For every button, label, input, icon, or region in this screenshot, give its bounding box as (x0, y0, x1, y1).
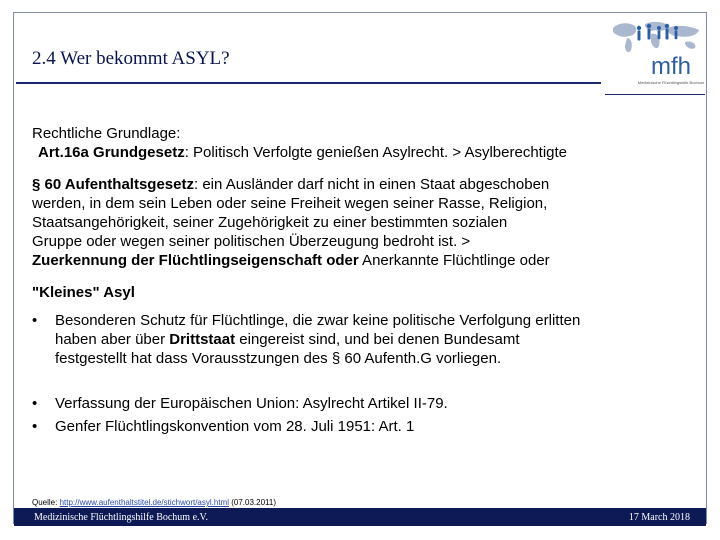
list-item (32, 311, 702, 368)
mfh-logo (605, 14, 705, 90)
bullet-icon: • (32, 312, 38, 329)
kleines-asyl-heading: "Kleines" Asyl (32, 284, 135, 301)
footer-organization: Medizinische Flüchtlingshilfe Bochum e.V. (34, 512, 208, 523)
slide-content (32, 124, 702, 436)
legal-basis-colon: : (176, 125, 181, 142)
footer-date: 17 March 2018 (628, 512, 690, 523)
section-heading-legal-basis (32, 124, 702, 143)
bullet3-text: Genfer Flüchtlingskonvention vom 28. Juli 1951: Art. 1 (55, 418, 415, 435)
source-citation (32, 498, 276, 507)
aufenthaltsgesetz-text-3: Staatsangehörigkeit, seiner Zugehörigkeit zu einer bestimmten sozialen (32, 214, 508, 231)
legal-basis-label: Rechtliche Grundlage (32, 125, 177, 142)
bullet2-text: Verfassung der Europäischen Union: Asylrecht Artikel II-79. (55, 395, 448, 412)
bullet1-line2-pre: haben aber über (55, 331, 170, 348)
aufenthaltsgesetz-text-2: werden, in dem sein Leben oder seine Freiheit wegen seiner Rasse, Religion, (32, 195, 548, 212)
title-underline (16, 82, 601, 84)
slide-title: 2.4 Wer bekommt ASYL? (32, 48, 230, 69)
source-date: (07.03.2011) (228, 498, 276, 507)
logo-subtitle: Medizinische Flüchtlingshilfe Bochum (637, 80, 705, 85)
refugee-status-label: Zuerkennung der Flüchtlingseigenschaft oder (32, 252, 359, 269)
logo-underline (605, 94, 705, 95)
bullet-icon: • (32, 418, 38, 435)
bullet1-line2-post: eingereist sind, und bei denen Bundesamt (235, 331, 520, 348)
source-link[interactable]: http://www.aufenthaltstitel.de/stichwort/asyl.html (59, 498, 229, 507)
aufenthaltsgesetz-label: § 60 Aufenthaltsgesetz (32, 176, 194, 193)
grundgesetz-label: Art.16a Grundgesetz (38, 144, 185, 161)
list-item (32, 394, 702, 413)
logo-text: mfh (650, 53, 692, 80)
bullet1-line1: Besonderen Schutz für Flüchtlinge, die zwar keine politische Verfolgung erlitten (55, 312, 581, 329)
bullet1-line3: festgestellt hat dass Vorausstzungen des § 60 Aufenth.G vorliegen. (55, 350, 502, 367)
aufenthaltsgesetz-paragraph (32, 175, 702, 270)
aufenthaltsgesetz-text-1: : ein Ausländer darf nicht in einen Staat abgeschoben (194, 176, 550, 193)
world-map-icon (613, 22, 699, 52)
recognized-refugees-text: Anerkannte Flüchtlinge oder (358, 252, 550, 269)
drittstaat-label: Drittstaat (169, 331, 236, 348)
list-item (32, 417, 702, 436)
source-label: Quelle: (32, 498, 60, 507)
grundgesetz-text: : Politisch Verfolgte genießen Asylrecht. > Asylberechtigte (184, 144, 568, 161)
bullet-icon: • (32, 395, 38, 412)
aufenthaltsgesetz-text-4: Gruppe oder wegen seiner politischen Überzeugung bedroht ist. > (32, 233, 471, 250)
grundgesetz-line (32, 143, 702, 162)
